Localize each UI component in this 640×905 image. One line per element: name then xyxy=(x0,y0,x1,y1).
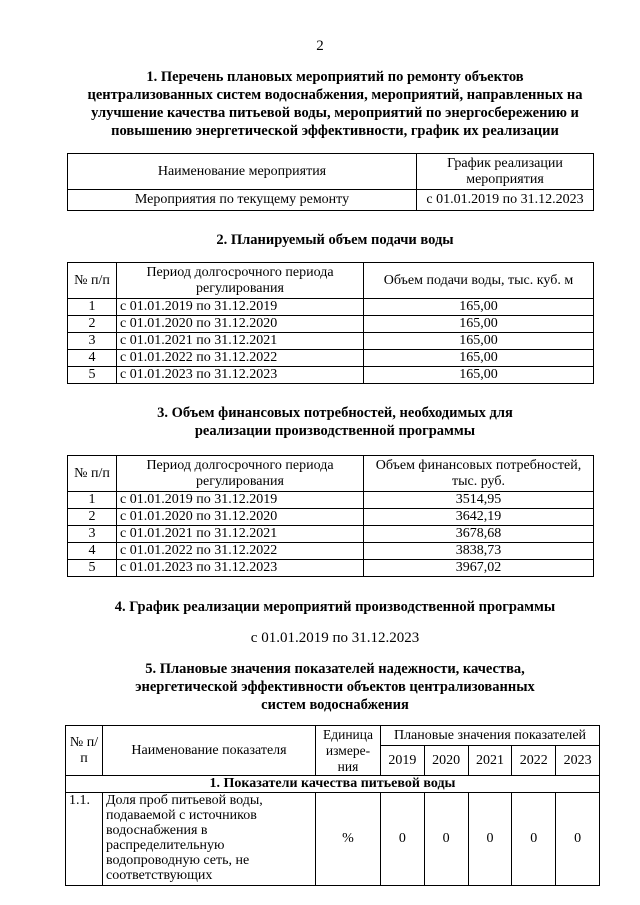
header-period: Период долгосрочного периода регулирования xyxy=(117,456,364,492)
cell-period: с 01.01.2023 по 31.12.2023 xyxy=(117,560,364,577)
cell-period: с 01.01.2019 по 31.12.2019 xyxy=(117,492,364,509)
group-title: 1. Показатели качества питьевой воды xyxy=(66,776,600,793)
section3-table xyxy=(67,455,594,577)
section3-title xyxy=(40,404,630,440)
cell-volume: 165,00 xyxy=(364,333,594,350)
cell-indicator-name: Доля проб питьевой воды, подаваемой с источников водоснабжения в распределительную водопроводную сеть, не соответствующих xyxy=(103,793,316,886)
table-row xyxy=(68,350,594,367)
cell-unit: % xyxy=(316,793,381,886)
cell-period: с 01.01.2022 по 31.12.2022 xyxy=(117,350,364,367)
cell-number: 5 xyxy=(68,560,117,577)
table-row xyxy=(66,793,600,886)
cell-activity: Мероприятия по текущему ремонту xyxy=(68,190,417,211)
cell-number: 3 xyxy=(68,526,117,543)
table-row xyxy=(68,333,594,350)
section4-title: 4. График реализации мероприятий производственной программы xyxy=(114,599,556,615)
header-year: 2020 xyxy=(424,746,468,776)
table-row xyxy=(68,543,594,560)
cell-number: 4 xyxy=(68,350,117,367)
cell-value: 0 xyxy=(512,793,556,886)
section2-title: 2. Планируемый объем подачи воды xyxy=(216,232,454,248)
cell-period: с 01.01.2021 по 31.12.2021 xyxy=(117,333,364,350)
cell-volume: 165,00 xyxy=(364,350,594,367)
table-row xyxy=(68,492,594,509)
section4-period: с 01.01.2019 по 31.12.2023 xyxy=(250,630,420,646)
section1-title-line: повышению энергетической эффективности, график их реализации xyxy=(111,123,559,139)
cell-period: с 01.01.2020 по 31.12.2020 xyxy=(117,316,364,333)
table-row xyxy=(68,509,594,526)
section5-title-line: энергетической эффективности объектов централизованных xyxy=(135,679,535,695)
section1-title xyxy=(40,68,630,140)
cell-number: 4 xyxy=(68,543,117,560)
cell-amount: 3838,73 xyxy=(364,543,594,560)
cell-number: 2 xyxy=(68,509,117,526)
cell-amount: 3967,02 xyxy=(364,560,594,577)
header-activity-name: Наименование мероприятия xyxy=(68,154,417,190)
section5-title-line: 5. Плановые значения показателей надежности, качества, xyxy=(145,661,525,677)
section5-title xyxy=(40,660,630,714)
section1-title-line: улучшение качества питьевой воды, мероприятий по энергосбережению и xyxy=(91,105,579,121)
header-number: № п/п xyxy=(68,263,117,299)
cell-volume: 165,00 xyxy=(364,316,594,333)
section5-table xyxy=(65,725,600,886)
header-number: № п/п xyxy=(66,726,103,776)
header-number: № п/п xyxy=(68,456,117,492)
cell-value: 0 xyxy=(556,793,600,886)
cell-schedule: с 01.01.2019 по 31.12.2023 xyxy=(417,190,594,211)
header-year: 2022 xyxy=(512,746,556,776)
table-row xyxy=(68,367,594,384)
cell-number: 1 xyxy=(68,492,117,509)
section1-title-line: централизованных систем водоснабжения, мероприятий, направленных на xyxy=(87,87,583,103)
header-period: Период долгосрочного периода регулирования xyxy=(117,263,364,299)
header-schedule: График реализации мероприятия xyxy=(417,154,594,190)
header-financial-needs: Объем финансовых потребностей, тыс. руб. xyxy=(364,456,594,492)
header-volume: Объем подачи воды, тыс. куб. м xyxy=(364,263,594,299)
header-year: 2019 xyxy=(381,746,425,776)
cell-period: с 01.01.2021 по 31.12.2021 xyxy=(117,526,364,543)
section2-table xyxy=(67,262,594,384)
page-number: 2 xyxy=(316,38,324,54)
table-row xyxy=(68,560,594,577)
cell-number: 2 xyxy=(68,316,117,333)
table-row xyxy=(68,316,594,333)
section5-title-line: систем водоснабжения xyxy=(261,697,409,713)
cell-volume: 165,00 xyxy=(364,299,594,316)
cell-amount: 3514,95 xyxy=(364,492,594,509)
cell-value: 0 xyxy=(424,793,468,886)
cell-number: 1.1. xyxy=(66,793,103,886)
section3-title-line: 3. Объем финансовых потребностей, необходимых для xyxy=(157,405,513,421)
cell-number: 1 xyxy=(68,299,117,316)
section1-table xyxy=(67,153,594,211)
header-indicator-name: Наименование показателя xyxy=(103,726,316,776)
header-planned-values: Плановые значения показателей xyxy=(381,726,600,746)
cell-period: с 01.01.2020 по 31.12.2020 xyxy=(117,509,364,526)
section1-title-line: 1. Перечень плановых мероприятий по ремонту объектов xyxy=(146,69,524,85)
cell-value: 0 xyxy=(381,793,425,886)
cell-amount: 3678,68 xyxy=(364,526,594,543)
header-year: 2021 xyxy=(468,746,512,776)
cell-number: 5 xyxy=(68,367,117,384)
header-unit: Единица измере-ния xyxy=(316,726,381,776)
cell-period: с 01.01.2023 по 31.12.2023 xyxy=(117,367,364,384)
cell-amount: 3642,19 xyxy=(364,509,594,526)
table-row xyxy=(68,526,594,543)
cell-number: 3 xyxy=(68,333,117,350)
section3-title-line: реализации производственной программы xyxy=(194,423,476,439)
table-row xyxy=(68,299,594,316)
cell-value: 0 xyxy=(468,793,512,886)
cell-period: с 01.01.2019 по 31.12.2019 xyxy=(117,299,364,316)
cell-volume: 165,00 xyxy=(364,367,594,384)
cell-period: с 01.01.2022 по 31.12.2022 xyxy=(117,543,364,560)
header-year: 2023 xyxy=(556,746,600,776)
